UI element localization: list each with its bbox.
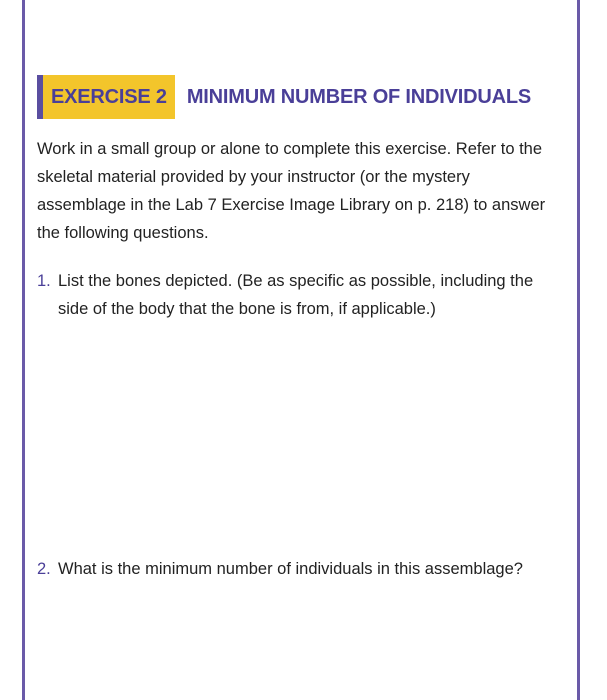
question-number: 2. xyxy=(37,560,51,578)
intro-paragraph xyxy=(37,135,562,247)
question-2 xyxy=(37,555,562,583)
exercise-title: MINIMUM NUMBER OF INDIVIDUALS xyxy=(186,85,532,108)
exercise-tag: EXERCISE 2 xyxy=(37,75,175,119)
exercise-header xyxy=(37,75,531,119)
question-1 xyxy=(37,267,562,323)
question-number: 1. xyxy=(37,272,51,290)
question-text: What is the minimum number of individuals in this assemblage? xyxy=(58,560,523,578)
intro-text: Work in a small group or alone to complete this exercise. Refer to the skeletal material provided by your instructor (or the mystery assemblage in the Lab 7 Exercise Image Library on p. 218) to answer the following questions. xyxy=(37,140,546,242)
question-text: List the bones depicted. (Be as specific as possible, including the side of the body that the bone is from, if applicable.) xyxy=(58,272,534,318)
